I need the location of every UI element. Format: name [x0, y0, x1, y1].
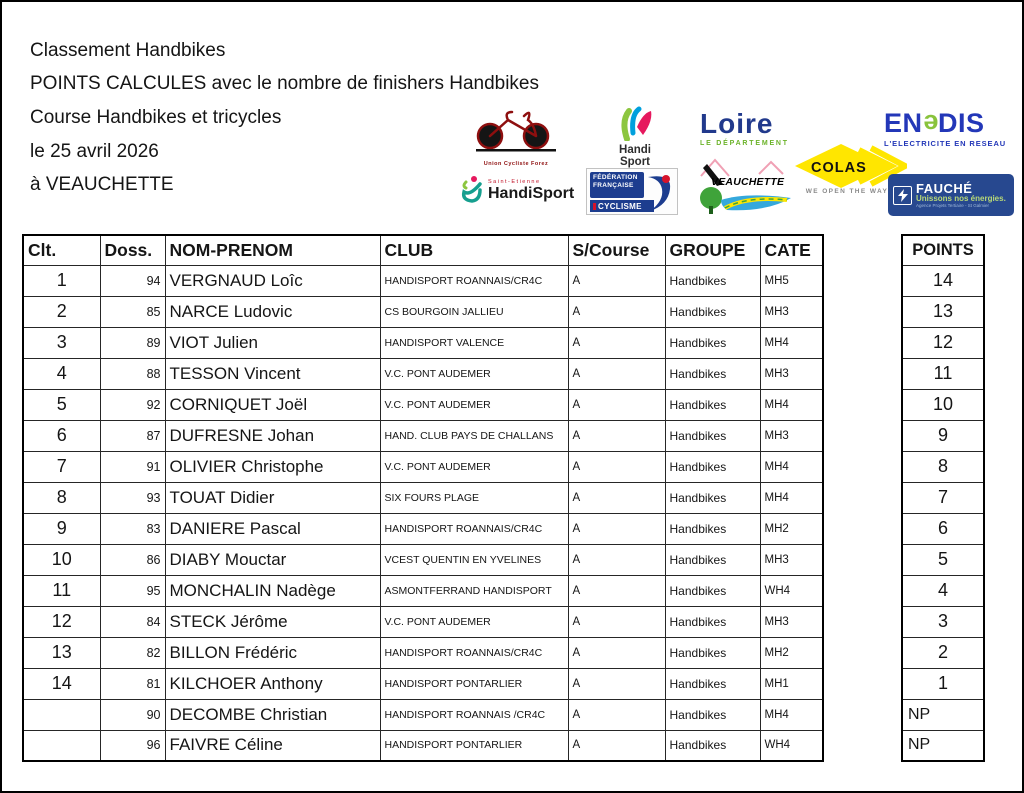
cell-nom: VERGNAUD Loîc	[165, 265, 380, 296]
cell-club: V.C. PONT AUDEMER	[380, 451, 568, 482]
logo-ffc	[586, 168, 678, 215]
points-row	[902, 575, 984, 606]
logo-ffc-line2: FRANÇAISE	[593, 182, 634, 190]
event-date: le 25 avril 2026	[30, 141, 159, 162]
cell-cate: MH5	[760, 265, 823, 296]
cell-nom: DECOMBE Christian	[165, 699, 380, 730]
cell-clt: 9	[23, 513, 100, 544]
logo-veauchette-name: VEAUCHETTE	[711, 176, 785, 188]
results-header-row	[23, 235, 823, 265]
cell-clt: 1	[23, 265, 100, 296]
col-header-club: CLUB	[380, 235, 568, 265]
cell-doss: 87	[100, 420, 165, 451]
results-tbody	[23, 265, 823, 761]
cell-doss: 95	[100, 575, 165, 606]
cell-cate: MH3	[760, 358, 823, 389]
points-row	[902, 544, 984, 575]
points-row	[902, 637, 984, 668]
logo-ffc-line3: CYCLISME	[598, 201, 642, 211]
cell-s_course: A	[568, 668, 665, 699]
cell-clt: 2	[23, 296, 100, 327]
result-row	[23, 451, 823, 482]
cell-doss: 81	[100, 668, 165, 699]
cell-groupe: Handbikes	[665, 544, 760, 575]
cell-cate: MH3	[760, 544, 823, 575]
cell-doss: 83	[100, 513, 165, 544]
cell-points: 5	[902, 544, 984, 575]
points-row	[902, 513, 984, 544]
cell-nom: OLIVIER Christophe	[165, 451, 380, 482]
logo-saint-etienne-handisport	[460, 174, 588, 208]
cell-groupe: Handbikes	[665, 730, 760, 761]
col-header-groupe: GROUPE	[665, 235, 760, 265]
cell-cate: MH1	[760, 668, 823, 699]
cell-nom: MONCHALIN Nadège	[165, 575, 380, 606]
logo-handisport-line1: Handi	[619, 144, 651, 156]
cell-points: 8	[902, 451, 984, 482]
cell-clt: 8	[23, 482, 100, 513]
cell-s_course: A	[568, 296, 665, 327]
points-tbody	[902, 265, 984, 761]
points-row	[902, 730, 984, 761]
cell-points: 12	[902, 327, 984, 358]
cell-groupe: Handbikes	[665, 358, 760, 389]
col-header-cate: CATE	[760, 235, 823, 265]
cell-points: NP	[902, 730, 984, 761]
cell-groupe: Handbikes	[665, 389, 760, 420]
cell-clt: 11	[23, 575, 100, 606]
cell-s_course: A	[568, 420, 665, 451]
subtitle-points: POINTS CALCULES avec le nombre de finishers Handbikes	[30, 73, 540, 94]
points-row	[902, 389, 984, 420]
cell-groupe: Handbikes	[665, 327, 760, 358]
cell-nom: CORNIQUET Joël	[165, 389, 380, 420]
logo-loire-departement	[700, 110, 792, 147]
cell-club: HANDISPORT ROANNAIS /CR4C	[380, 699, 568, 730]
cell-points: 10	[902, 389, 984, 420]
cell-groupe: Handbikes	[665, 575, 760, 606]
result-row	[23, 699, 823, 730]
cell-s_course: A	[568, 699, 665, 730]
cell-nom: VIOT Julien	[165, 327, 380, 358]
logo-handisport-line2: Sport	[619, 155, 651, 168]
cell-club: HANDISPORT ROANNAIS/CR4C	[380, 637, 568, 668]
col-header-nom: NOM-PRENOM	[165, 235, 380, 265]
cell-nom: STECK Jérôme	[165, 606, 380, 637]
subtitle-course: Course Handbikes et tricycles	[30, 107, 282, 128]
points-row	[902, 451, 984, 482]
results-table	[22, 234, 824, 762]
points-row	[902, 482, 984, 513]
enedis-reversed-e: e	[922, 109, 939, 139]
cell-club: HANDISPORT ROANNAIS/CR4C	[380, 513, 568, 544]
cell-s_course: A	[568, 513, 665, 544]
result-row	[23, 389, 823, 420]
cell-groupe: Handbikes	[665, 296, 760, 327]
cell-doss: 93	[100, 482, 165, 513]
cell-doss: 82	[100, 637, 165, 668]
cell-cate: MH4	[760, 451, 823, 482]
logo-fauche	[888, 174, 1014, 216]
handisport-mark-icon	[613, 105, 657, 141]
cell-doss: 91	[100, 451, 165, 482]
cell-groupe: Handbikes	[665, 482, 760, 513]
logo-union-cycliste-forez	[470, 108, 562, 167]
col-header-points: POINTS	[902, 235, 984, 265]
points-row	[902, 668, 984, 699]
cell-points: 7	[902, 482, 984, 513]
cell-nom: DANIERE Pascal	[165, 513, 380, 544]
points-row	[902, 265, 984, 296]
cell-s_course: A	[568, 606, 665, 637]
cell-s_course: A	[568, 637, 665, 668]
cell-cate: MH2	[760, 637, 823, 668]
cell-club: VCEST QUENTIN EN YVELINES	[380, 544, 568, 575]
cell-doss: 89	[100, 327, 165, 358]
cell-s_course: A	[568, 327, 665, 358]
col-header-clt: Clt.	[23, 235, 100, 265]
cell-clt: 7	[23, 451, 100, 482]
points-row	[902, 606, 984, 637]
enedis-part3: DIS	[938, 108, 985, 138]
result-row	[23, 327, 823, 358]
cell-cate: MH4	[760, 389, 823, 420]
cell-groupe: Handbikes	[665, 513, 760, 544]
logo-loire-name: Loire	[700, 108, 774, 139]
cell-cate: MH4	[760, 482, 823, 513]
logo-fauche-slogan: Unissons nos énergies.	[916, 194, 1006, 204]
result-row	[23, 606, 823, 637]
cell-clt: 3	[23, 327, 100, 358]
cell-s_course: A	[568, 451, 665, 482]
cell-club: CS BOURGOIN JALLIEU	[380, 296, 568, 327]
cell-nom: BILLON Frédéric	[165, 637, 380, 668]
cell-s_course: A	[568, 544, 665, 575]
result-row	[23, 730, 823, 761]
cell-points: 3	[902, 606, 984, 637]
logo-ffc-line1: FÉDÉRATION	[593, 174, 638, 181]
cell-nom: FAIVRE Céline	[165, 730, 380, 761]
points-row	[902, 420, 984, 451]
cell-clt: 12	[23, 606, 100, 637]
cell-clt	[23, 699, 100, 730]
logo-seh-name: HandiSport	[488, 184, 575, 202]
cell-s_course: A	[568, 730, 665, 761]
result-row	[23, 265, 823, 296]
cell-cate: WH4	[760, 575, 823, 606]
cell-clt: 13	[23, 637, 100, 668]
cell-s_course: A	[568, 265, 665, 296]
cell-points: 1	[902, 668, 984, 699]
cell-s_course: A	[568, 389, 665, 420]
cell-nom: DIABY Mouctar	[165, 544, 380, 575]
points-row	[902, 327, 984, 358]
page-title: Classement Handbikes	[30, 40, 226, 61]
logo-handisport-federation	[600, 105, 670, 174]
cell-nom: NARCE Ludovic	[165, 296, 380, 327]
result-row	[23, 637, 823, 668]
cell-club: HANDISPORT PONTARLIER	[380, 668, 568, 699]
cell-cate: MH3	[760, 420, 823, 451]
cell-doss: 86	[100, 544, 165, 575]
cell-clt: 4	[23, 358, 100, 389]
cell-nom: KILCHOER Anthony	[165, 668, 380, 699]
result-row	[23, 358, 823, 389]
cell-nom: TESSON Vincent	[165, 358, 380, 389]
cell-doss: 96	[100, 730, 165, 761]
enedis-part1: EN	[884, 108, 923, 138]
cell-points: 6	[902, 513, 984, 544]
cell-clt: 5	[23, 389, 100, 420]
cell-doss: 92	[100, 389, 165, 420]
points-row	[902, 296, 984, 327]
cell-groupe: Handbikes	[665, 668, 760, 699]
cell-clt: 6	[23, 420, 100, 451]
logo-seh-city: Saint-Etienne	[488, 179, 541, 186]
cell-nom: DUFRESNE Johan	[165, 420, 380, 451]
cell-groupe: Handbikes	[665, 265, 760, 296]
cell-points: 9	[902, 420, 984, 451]
cell-s_course: A	[568, 482, 665, 513]
points-header-row	[902, 235, 984, 265]
points-row	[902, 358, 984, 389]
cyclist-swirl-icon	[642, 171, 676, 213]
cell-clt	[23, 730, 100, 761]
cell-nom: TOUAT Didier	[165, 482, 380, 513]
cell-points: 2	[902, 637, 984, 668]
cell-club: V.C. PONT AUDEMER	[380, 606, 568, 637]
logo-enedis	[884, 110, 1012, 148]
cell-cate: MH3	[760, 606, 823, 637]
cell-groupe: Handbikes	[665, 699, 760, 730]
cell-points: NP	[902, 699, 984, 730]
logo-ucf-label: Union Cycliste Forez	[483, 161, 549, 167]
ffc-flag-icon	[593, 203, 596, 210]
result-row	[23, 296, 823, 327]
cell-s_course: A	[568, 575, 665, 606]
cell-cate: WH4	[760, 730, 823, 761]
handisport-swoosh-icon	[460, 174, 486, 208]
cell-groupe: Handbikes	[665, 637, 760, 668]
result-row	[23, 575, 823, 606]
cell-points: 11	[902, 358, 984, 389]
points-row	[902, 699, 984, 730]
cell-doss: 85	[100, 296, 165, 327]
cell-s_course: A	[568, 358, 665, 389]
lightning-bolt-icon	[893, 186, 912, 205]
cell-clt: 10	[23, 544, 100, 575]
logo-fauche-agency: Agence Projets Tertiaire - St Galmier	[916, 202, 989, 208]
cell-club: ASMONTFERRAND HANDISPORT	[380, 575, 568, 606]
result-row	[23, 420, 823, 451]
cell-club: V.C. PONT AUDEMER	[380, 358, 568, 389]
logo-enedis-slogan: L'ELECTRICITE EN RESEAU	[884, 139, 1007, 148]
cell-cate: MH3	[760, 296, 823, 327]
cell-club: V.C. PONT AUDEMER	[380, 389, 568, 420]
col-header-doss: Doss.	[100, 235, 165, 265]
event-location: à VEAUCHETTE	[30, 174, 174, 195]
cell-cate: MH4	[760, 327, 823, 358]
result-row	[23, 668, 823, 699]
cell-cate: MH2	[760, 513, 823, 544]
col-header-scourse: S/Course	[568, 235, 665, 265]
cell-points: 14	[902, 265, 984, 296]
logo-enedis-name	[884, 110, 1012, 137]
points-table	[901, 234, 985, 762]
cell-doss: 84	[100, 606, 165, 637]
logo-loire-sub: LE DÉPARTEMENT	[700, 140, 789, 147]
cell-club: SIX FOURS PLAGE	[380, 482, 568, 513]
cell-points: 4	[902, 575, 984, 606]
cell-doss: 90	[100, 699, 165, 730]
cell-club: HANDISPORT VALENCE	[380, 327, 568, 358]
cell-club: HAND. CLUB PAYS DE CHALLANS	[380, 420, 568, 451]
result-row	[23, 513, 823, 544]
cell-doss: 94	[100, 265, 165, 296]
cell-doss: 88	[100, 358, 165, 389]
cell-club: HANDISPORT ROANNAIS/CR4C	[380, 265, 568, 296]
cell-club: HANDISPORT PONTARLIER	[380, 730, 568, 761]
result-row	[23, 482, 823, 513]
cell-cate: MH4	[760, 699, 823, 730]
bicycle-icon	[474, 108, 558, 158]
cell-points: 13	[902, 296, 984, 327]
logo-colas-name: COLAS	[811, 160, 867, 176]
logo-fauche-name: FAUCHÉ	[916, 180, 973, 196]
logo-colas-slogan: WE OPEN THE WAY	[805, 188, 889, 195]
result-row	[23, 544, 823, 575]
cell-clt: 14	[23, 668, 100, 699]
cell-groupe: Handbikes	[665, 451, 760, 482]
cell-groupe: Handbikes	[665, 420, 760, 451]
cell-groupe: Handbikes	[665, 606, 760, 637]
logo-veauchette	[697, 154, 795, 216]
